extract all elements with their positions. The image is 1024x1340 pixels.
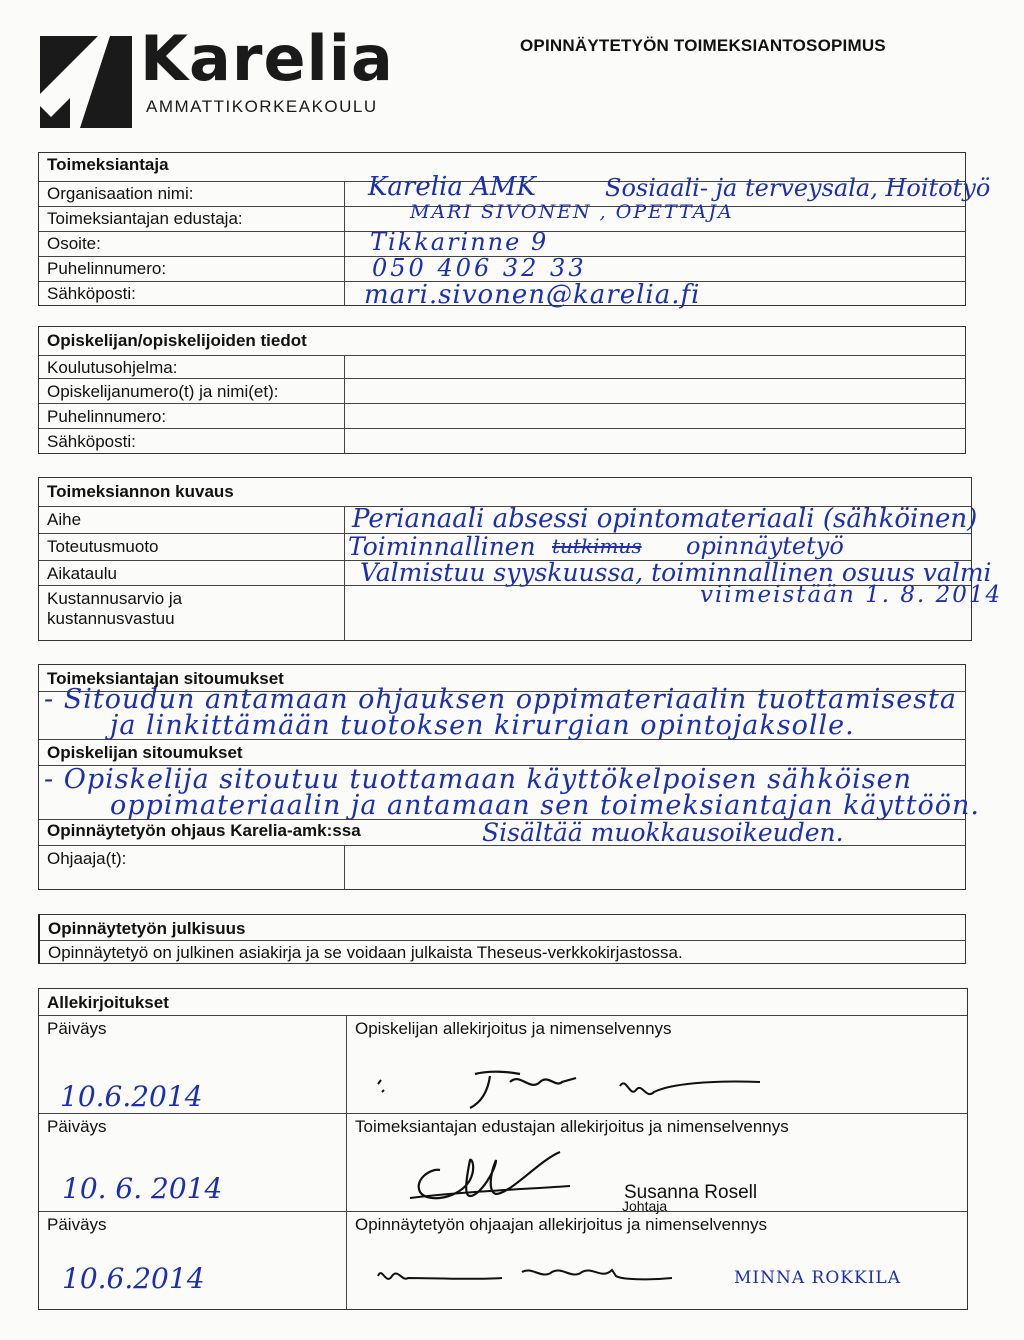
document-title: OPINNÄYTETYÖN TOIMEKSIANTOSOPIMUS: [520, 36, 886, 55]
topic-value: Perianaali absessi opintomateriaali (sähköinen): [352, 504, 978, 534]
student-section: [38, 326, 966, 454]
client-printed-name: Susanna Rosell: [624, 1182, 758, 1203]
signatures-title: Allekirjoitukset: [47, 993, 169, 1012]
student-phone-label: Puhelinnumero:: [47, 407, 167, 426]
client-commitments-title: Toimeksiantajan sitoumukset: [47, 669, 284, 688]
assignment-section-title: Toimeksiannon kuvaus: [47, 482, 234, 501]
program-label: Koulutusohjelma:: [47, 358, 178, 377]
supervision-title: Opinnäytetyön ohjaus Karelia-amk:ssa: [47, 821, 361, 840]
org-name-value: Karelia AMK: [368, 172, 536, 202]
date-label-3: Päiväys: [47, 1215, 107, 1234]
date-label-2: Päiväys: [47, 1117, 107, 1136]
client-section-title: Toimeksiantaja: [47, 155, 169, 174]
supervisor-signature-label: Opinnäytetyön ohjaajan allekirjoitus ja nimenselvennys: [355, 1215, 768, 1234]
phone-label: Puhelinnumero:: [47, 259, 167, 278]
student-commitments-title: Opiskelijan sitoumukset: [47, 743, 243, 762]
student-signature-label: Opiskelijan allekirjoitus ja nimenselvennys: [355, 1019, 672, 1038]
student-commitment-line-1: - Opiskelija sitoutuu tuottamaan käyttökelpoisen sähköisen: [44, 764, 912, 795]
logo-wordmark: Karelia: [140, 22, 394, 95]
org-name-label: Organisaation nimi:: [47, 184, 194, 203]
email-value: mari.sivonen@karelia.fi: [364, 280, 701, 310]
logo-subtitle: AMMATTIKORKEAKOULU: [146, 97, 378, 116]
address-value: Tikkarinne 9: [370, 228, 549, 256]
schedule-label: Aikataulu: [47, 564, 117, 583]
method-value-b: opinnäytetyö: [686, 532, 844, 560]
method-label: Toteutusmuoto: [47, 537, 159, 556]
method-value-struck: tutkimus: [552, 534, 642, 558]
client-rep-label: Toimeksiantajan edustaja:: [47, 209, 243, 228]
client-commitment-line-1: - Sitoudun antamaan ohjauksen oppimateriaalin tuottamisesta: [44, 684, 957, 715]
method-value-a: Toiminnallinen: [348, 532, 536, 561]
date-value-2: 10. 6. 2014: [62, 1172, 223, 1205]
karelia-logo-icon: [40, 36, 132, 128]
student-commitment-line-2: oppimateriaalin ja antamaan sen toimeksiantajan käyttöön.: [110, 790, 980, 821]
org-name-value-2: Sosiaali- ja terveysala, Hoitotyö: [605, 174, 991, 202]
date-value-3: 10.6.2014: [62, 1262, 205, 1295]
phone-value: 050 406 32 33: [372, 254, 587, 282]
date-label-1: Päiväys: [47, 1019, 107, 1038]
student-id-label: Opiskelijanumero(t) ja nimi(et):: [47, 382, 279, 401]
supervisor-label: Ohjaaja(t):: [47, 849, 127, 868]
publicity-title: Opinnäytetyön julkisuus: [48, 919, 246, 938]
supervisor-printed-name: MINNA ROKKILA: [734, 1268, 901, 1288]
client-rep-value: MARI SIVONEN , OPETTAJA: [410, 201, 734, 223]
supervision-note: Sisältää muokkausoikeuden.: [482, 818, 844, 847]
publicity-text: Opinnäytetyö on julkinen asiakirja ja se voidaan julkaista Theseus-verkkokirjastossa.: [48, 943, 683, 962]
cost-label: Kustannusarvio ja kustannusvastuu: [47, 589, 183, 628]
student-email-label: Sähköposti:: [47, 432, 136, 451]
date-value-1: 10.6.2014: [60, 1080, 203, 1113]
address-label: Osoite:: [47, 234, 101, 253]
supervisor-signature-icon: [372, 1254, 692, 1294]
client-signature-label: Toimeksiantajan edustajan allekirjoitus ja nimenselvennys: [355, 1117, 789, 1136]
publicity-section: [38, 914, 966, 964]
schedule-value: Valmistuu syyskuussa, toiminnallinen osuus valmi: [360, 558, 992, 587]
student-signature-icon: [370, 1062, 790, 1112]
topic-label: Aihe: [47, 510, 82, 529]
client-printed-role: Johtaja: [622, 1198, 668, 1214]
client-signature-icon: [400, 1140, 580, 1210]
client-commitment-line-2: ja linkittämään tuotoksen kirurgian opintojaksolle.: [110, 710, 855, 741]
schedule-value-2: viimeistään 1. 8. 2014: [700, 582, 1003, 608]
student-section-title: Opiskelijan/opiskelijoiden tiedot: [47, 331, 307, 350]
email-label: Sähköposti:: [47, 284, 136, 303]
